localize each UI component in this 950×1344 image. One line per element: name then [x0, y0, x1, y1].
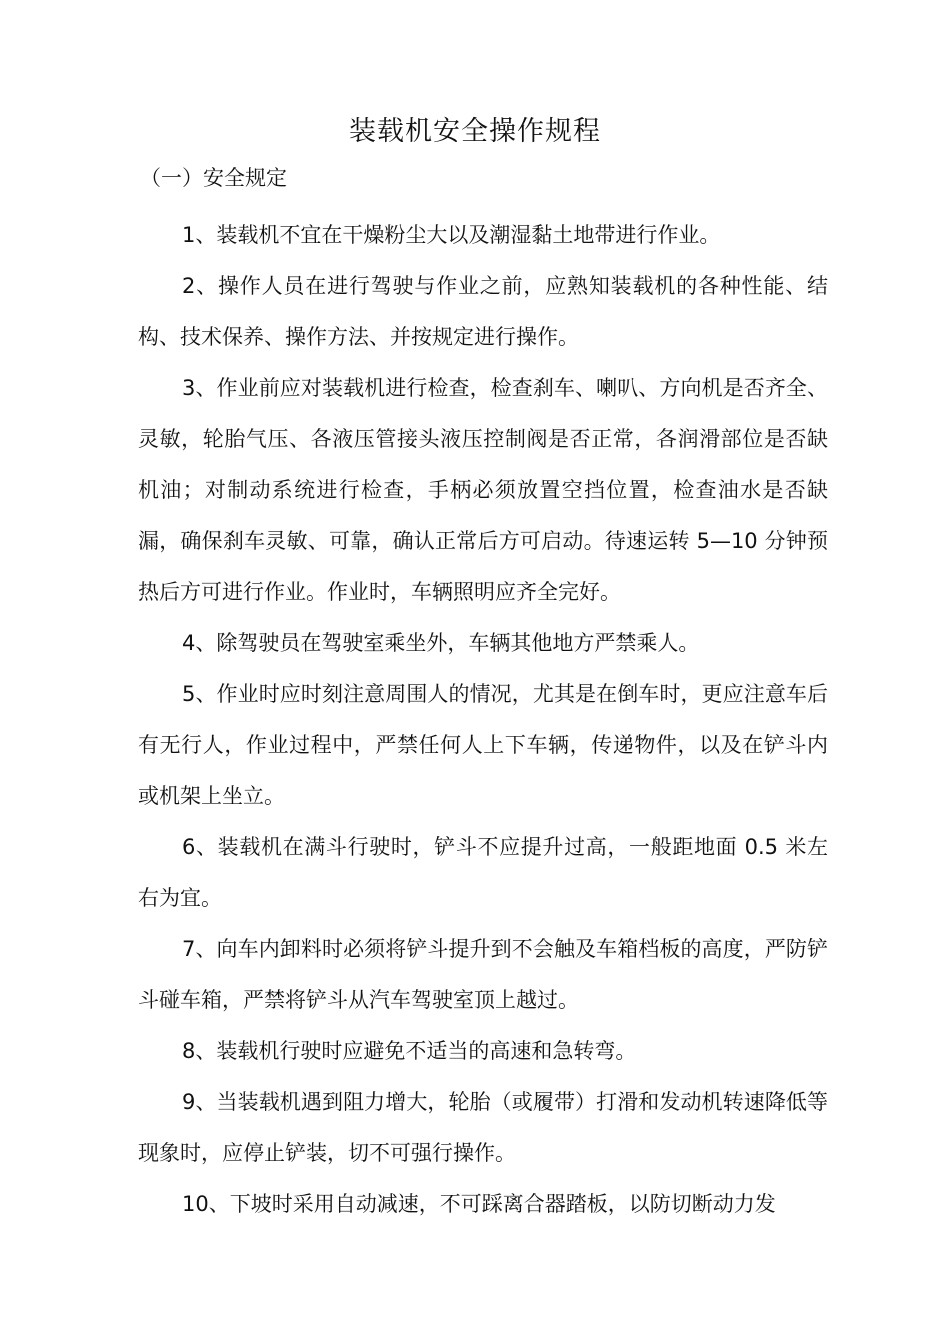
paragraph-2: 2、操作人员在进行驾驶与作业之前，应熟知装载机的各种性能、结构、技术保养、操作方法、并按规定进行操作。 — [138, 274, 828, 349]
paragraph-7: 7、向车内卸料时必须将铲斗提升到不会触及车箱档板的高度，严防铲斗碰车箱，严禁将铲斗从汽车驾驶室顶上越过。 — [138, 937, 828, 1012]
document-body — [138, 210, 828, 1230]
paragraph-1: 1、装载机不宜在干燥粉尘大以及潮湿黏土地带进行作业。 — [182, 223, 721, 247]
paragraph-9: 9、当装载机遇到阻力增大，轮胎（或履带）打滑和发动机转速降低等现象时，应停止铲装，切不可强行操作。 — [138, 1090, 828, 1165]
paragraph-5: 5、作业时应时刻注意周围人的情况，尤其是在倒车时，更应注意车后有无行人，作业过程中，严禁任何人上下车辆，传递物件，以及在铲斗内或机架上坐立。 — [138, 682, 828, 808]
paragraph-10: 10、下坡时采用自动减速，不可踩离合器踏板，以防切断动力发 — [182, 1192, 776, 1216]
paragraph-8: 8、装载机行驶时应避免不适当的高速和急转弯。 — [182, 1039, 637, 1063]
paragraph-4: 4、除驾驶员在驾驶室乘坐外，车辆其他地方严禁乘人。 — [182, 631, 700, 655]
document-title: 装载机安全操作规程 — [349, 116, 601, 147]
paragraph-6: 6、装载机在满斗行驶时，铲斗不应提升过高，一般距地面 0.5 米左右为宜。 — [138, 835, 828, 910]
paragraph-3: 3、作业前应对装载机进行检查，检查刹车、喇叭、方向机是否齐全、灵敏，轮胎气压、各液压管接头液压控制阀是否正常，各润滑部位是否缺机油；对制动系统进行检查，手柄必须放置空挡位置，检查油水是否缺漏，确保刹车灵敏、可靠，确认正常后方可启动。待速运转 5—10 分钟预热后方可进行作业。作业时，车辆照明应齐全完好。 — [138, 376, 828, 604]
section-heading: （一）安全规定 — [140, 166, 287, 190]
